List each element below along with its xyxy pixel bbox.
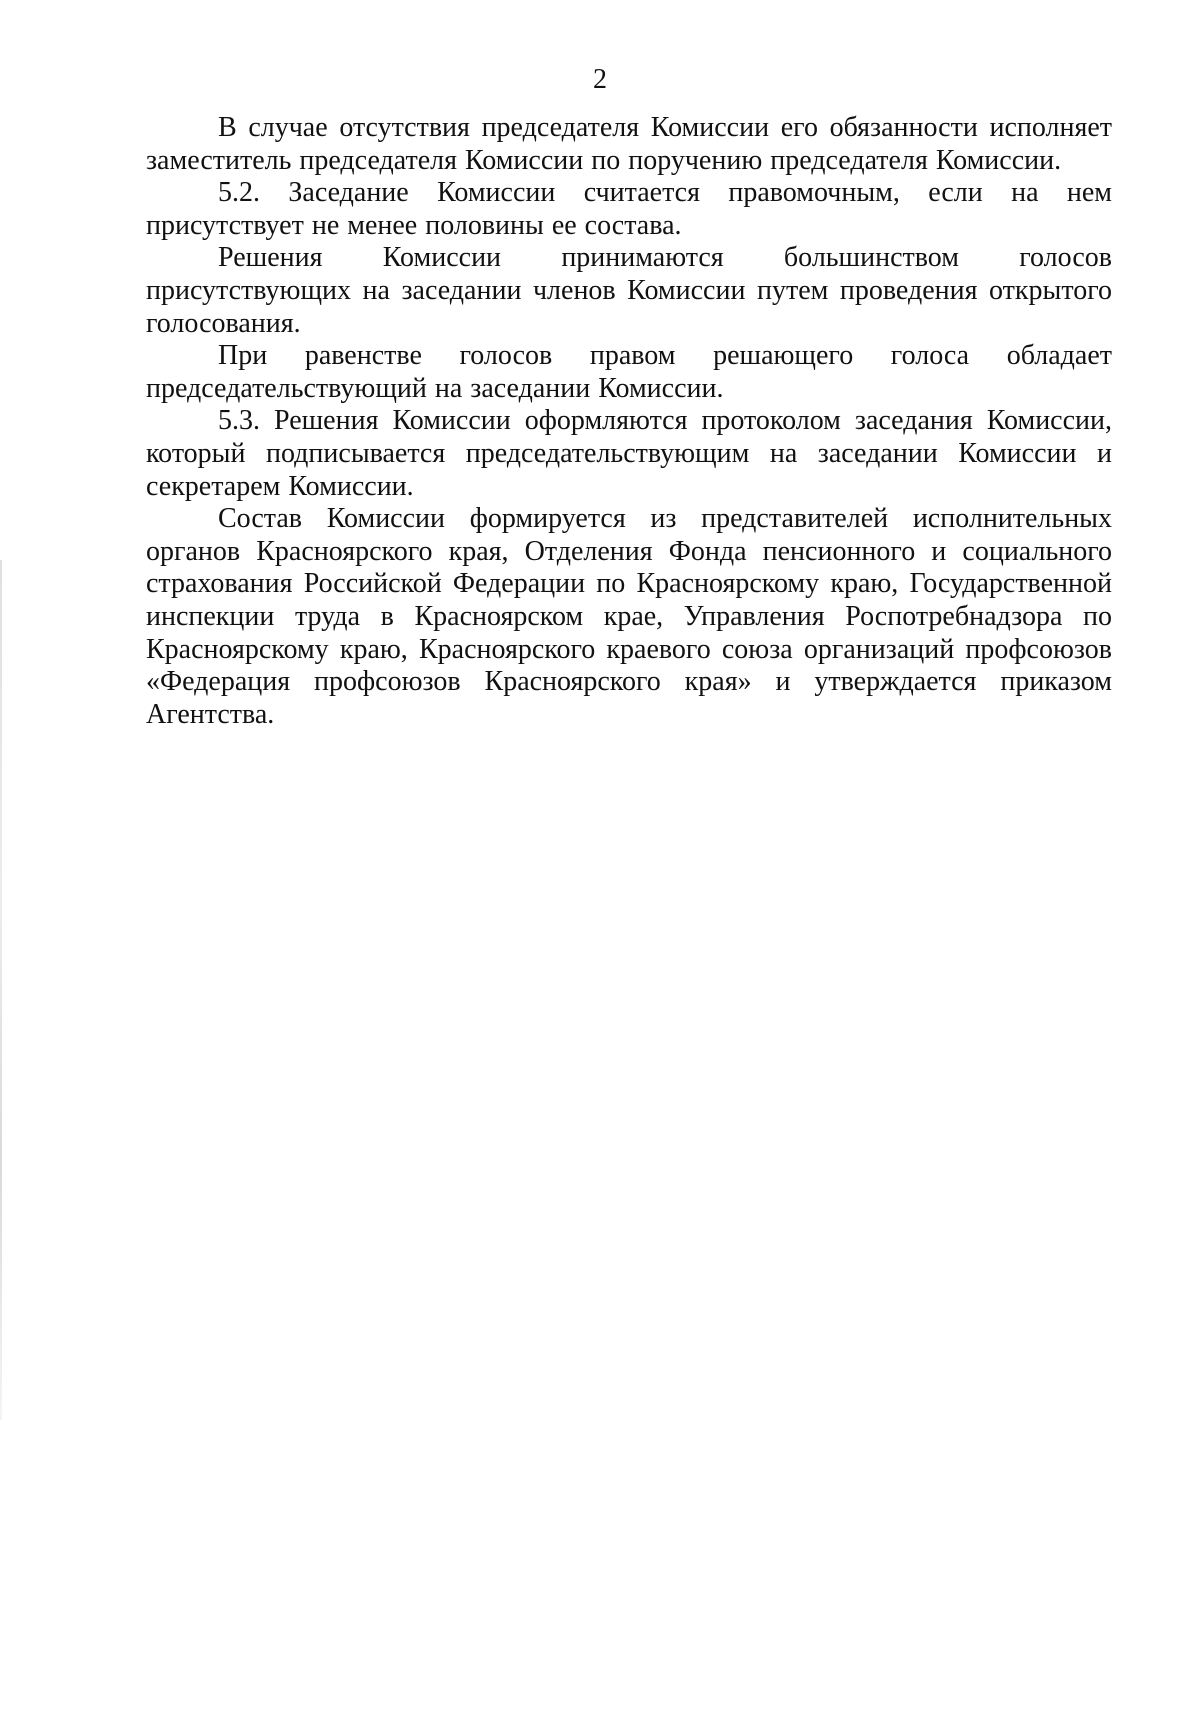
paragraph-chairman-absence: В случае отсутствия председателя Комиссии его обязанности исполняет заместитель председателя Комиссии по поручению председателя Комиссии. [146, 112, 1112, 176]
paragraph-quorum: 5.2. Заседание Комиссии считается правомочным, если на нем присутствует не менее половины ее состава. [146, 177, 1112, 241]
scan-edge-artifact [0, 560, 2, 1420]
document-body [146, 112, 1112, 731]
paragraph-decisions-majority: Решения Комиссии принимаются большинством голосов присутствующих на заседании членов Комиссии путем проведения открытого голосования. [146, 242, 1112, 339]
paragraph-tie-vote: При равенстве голосов правом решающего голоса обладает председательствующий на заседании Комиссии. [146, 340, 1112, 404]
paragraph-composition: Состав Комиссии формируется из представителей исполнительных органов Красноярского края, Отделения Фонда пенсионного и социального страхования Российской Федерации по Красноярскому краю, Государственной инспекции труда в Красноярском крае, Управления Роспотребнадзора по Красноярскому краю, Красноярского краевого союза организаций профсоюзов «Федерация профсоюзов Красноярского края» и утверждается приказом Агентства. [146, 503, 1112, 730]
paragraph-protocol: 5.3. Решения Комиссии оформляются протоколом заседания Комиссии, который подписывается председательствующим на заседании Комиссии и секретарем Комиссии. [146, 405, 1112, 502]
page-number: 2 [593, 64, 607, 95]
